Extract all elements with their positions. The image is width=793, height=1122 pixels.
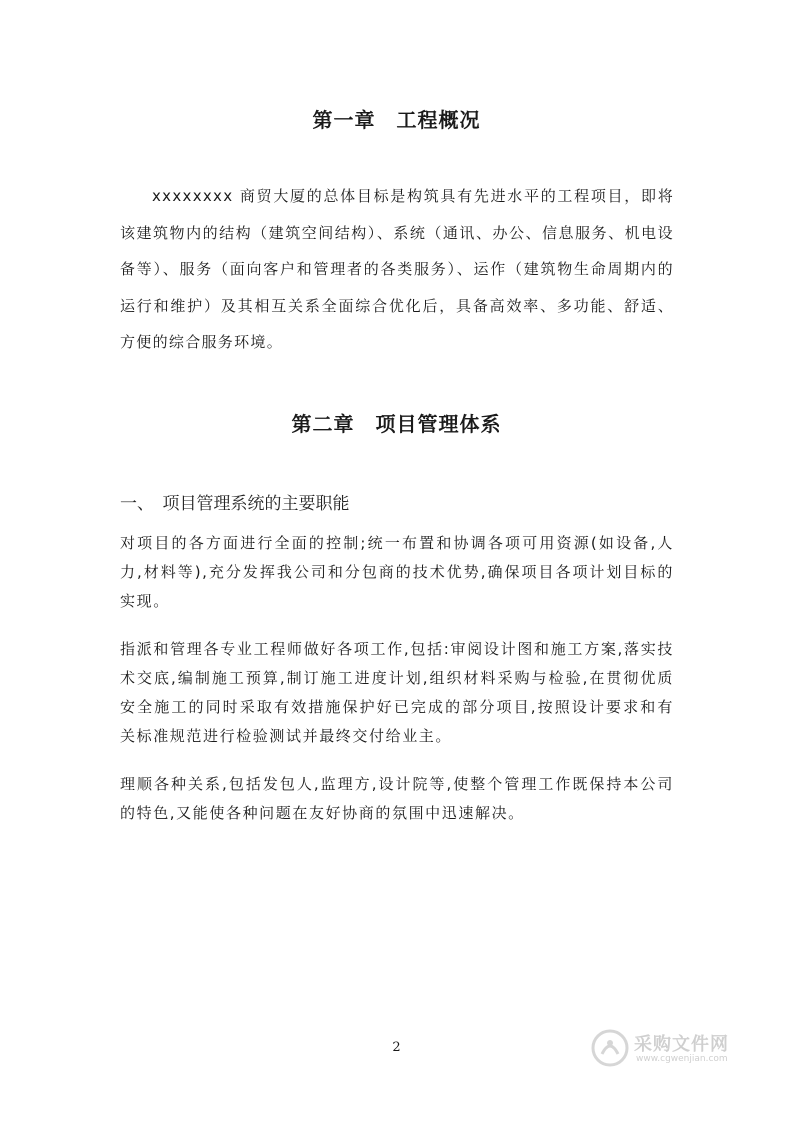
watermark xyxy=(590,1028,760,1072)
section-1-heading: 一、 项目管理系统的主要职能 xyxy=(120,494,350,514)
section-paragraph-text: 指派和管理各专业工程师做好各项工作,包括:审阅设计图和施工方案,落实技术交底,编制施工预算,制订施工进度计划,组织材料采购与检验,在贯彻优质安全施工的同时采取有效措施保护好已完成的部分项目,按照设计要求和有关标准规范进行检验测试并最终交付给业主。 xyxy=(120,640,674,745)
watermark-logo-icon xyxy=(590,1028,630,1068)
watermark-name: 采购文件网 xyxy=(634,1034,729,1055)
section-paragraph xyxy=(120,529,674,616)
section-paragraph xyxy=(120,770,674,828)
page-number: 2 xyxy=(392,1040,401,1055)
intro-paragraph xyxy=(120,178,674,361)
section-paragraph-text: 理顺各种关系,包括发包人,监理方,设计院等,使整个管理工作既保持本公司的特色,又能使各种问题在友好协商的氛围中迅速解决。 xyxy=(120,775,674,822)
chapter-2-title: 第二章 项目管理体系 xyxy=(291,412,502,436)
intro-text: xxxxxxxx 商贸大厦的总体目标是构筑具有先进水平的工程项目，即将该建筑物内的结构（建筑空间结构）、系统（通讯、办公、信息服务、机电设备等）、服务（面向客户和管理者的各类服务）、运作（建筑物生命周期内的运行和维护）及其相互关系全面综合优化后，具备高效率、多功能、舒适、方便的综合服务环境。 xyxy=(120,187,674,351)
watermark-url: www.cgwenjian.com xyxy=(636,1054,728,1064)
section-paragraph xyxy=(120,635,674,751)
chapter-1-title: 第一章 工程概况 xyxy=(312,108,481,132)
section-paragraph-text: 对项目的各方面进行全面的控制;统一布置和协调各项可用资源(如设备,人力,材料等),充分发挥我公司和分包商的技术优势,确保项目各项计划目标的实现。 xyxy=(120,534,674,610)
